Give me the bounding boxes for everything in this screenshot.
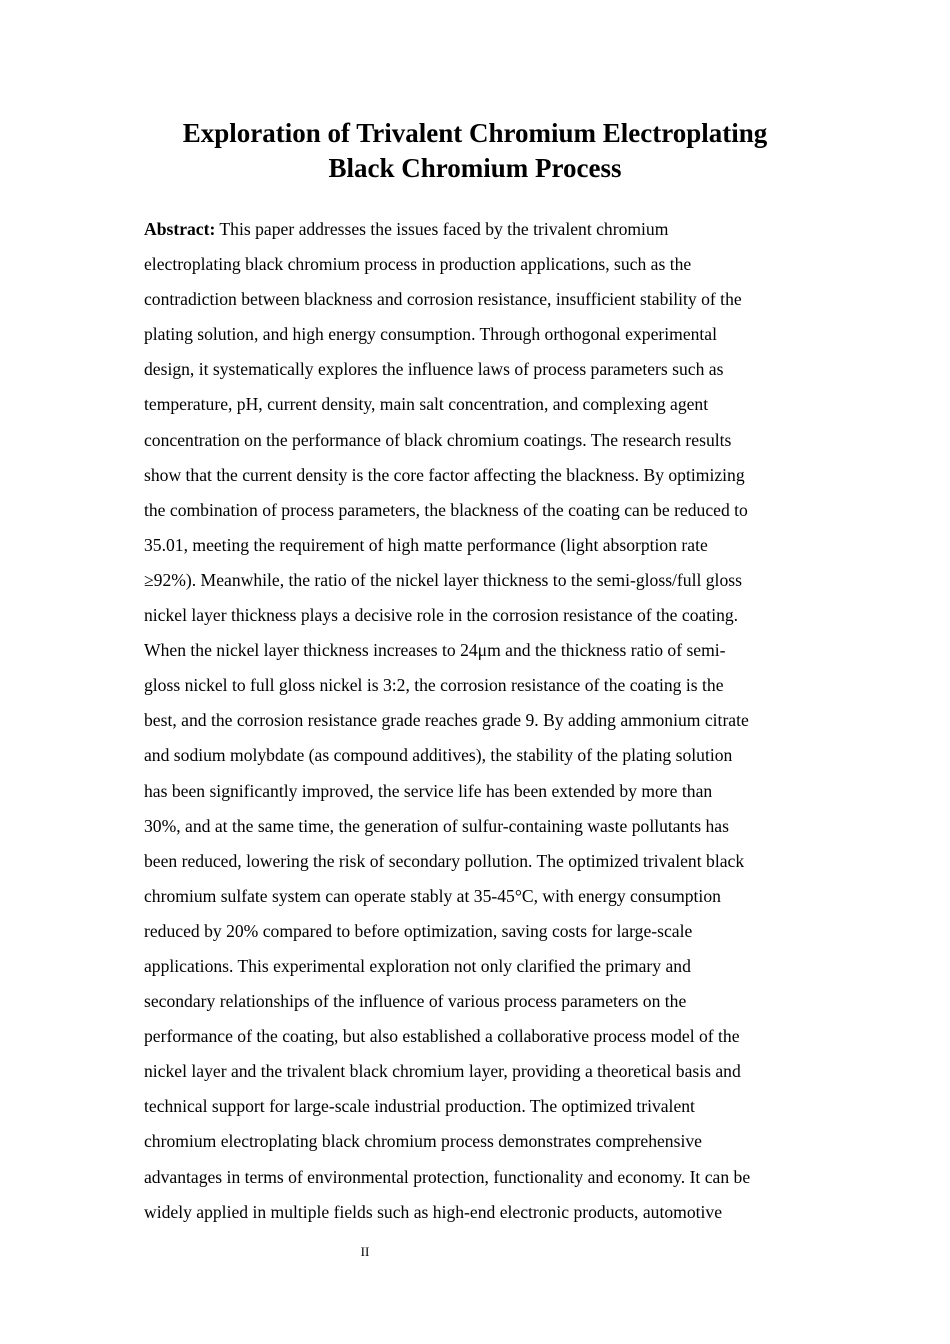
abstract-line-text: This paper addresses the issues faced by the trivalent chromium	[215, 219, 669, 239]
abstract-line: the combination of process parameters, the blackness of the coating can be reduced to	[144, 499, 748, 520]
abstract-line: electroplating black chromium process in production applications, such as the	[144, 254, 692, 275]
page-number: II	[360, 1244, 370, 1259]
abstract-line: plating solution, and high energy consumption. Through orthogonal experimental	[144, 324, 718, 345]
abstract-line: applications. This experimental exploration not only clarified the primary and	[144, 955, 691, 976]
abstract-label: Abstract:	[144, 219, 216, 239]
abstract-line	[144, 212, 808, 247]
abstract-line: technical support for large-scale industrial production. The optimized trivalent	[144, 1096, 695, 1117]
abstract-line: gloss nickel to full gloss nickel is 3:2, the corrosion resistance of the coating is the	[144, 675, 724, 696]
abstract-line: 35.01, meeting the requirement of high matte performance (light absorption rate	[144, 534, 708, 555]
abstract-line: has been significantly improved, the service life has been extended by more than	[144, 780, 713, 801]
abstract-line: widely applied in multiple fields such as high-end electronic products, automotive	[144, 1201, 723, 1222]
abstract-section	[144, 212, 808, 1230]
abstract-line: best, and the corrosion resistance grade reaches grade 9. By adding ammonium citrate	[144, 710, 749, 731]
paper-title-line-2: Black Chromium Process	[328, 153, 622, 183]
paper-title	[130, 116, 820, 186]
abstract-line: secondary relationships of the influence of various process parameters on the	[144, 991, 687, 1012]
abstract-line: When the nickel layer thickness increases to 24μm and the thickness ratio of semi-	[144, 640, 726, 661]
abstract-line: been reduced, lowering the risk of secondary pollution. The optimized trivalent black	[144, 850, 745, 871]
abstract-line: ≥92%). Meanwhile, the ratio of the nickel layer thickness to the semi-gloss/full gloss	[144, 569, 742, 590]
abstract-line: performance of the coating, but also established a collaborative process model of the	[144, 1026, 740, 1047]
abstract-line: and sodium molybdate (as compound additives), the stability of the plating solution	[144, 745, 733, 766]
abstract-line: advantages in terms of environmental protection, functionality and economy. It can be	[144, 1166, 751, 1187]
abstract-line: concentration on the performance of black chromium coatings. The research results	[144, 429, 732, 450]
abstract-line: nickel layer thickness plays a decisive role in the corrosion resistance of the coating.	[144, 605, 739, 626]
abstract-line: contradiction between blackness and corrosion resistance, insufficient stability of the	[144, 289, 742, 310]
abstract-line: chromium electroplating black chromium process demonstrates comprehensive	[144, 1131, 702, 1152]
abstract-line: temperature, pH, current density, main salt concentration, and complexing agent	[144, 394, 709, 415]
abstract-line: design, it systematically explores the influence laws of process parameters such as	[144, 359, 724, 380]
abstract-line: show that the current density is the core factor affecting the blackness. By optimizing	[144, 464, 745, 485]
paper-title-line-1: Exploration of Trivalent Chromium Electroplating	[182, 118, 768, 148]
abstract-line: 30%, and at the same time, the generation of sulfur-containing waste pollutants has	[144, 815, 729, 836]
abstract-line: nickel layer and the trivalent black chromium layer, providing a theoretical basis and	[144, 1061, 741, 1082]
abstract-line: chromium sulfate system can operate stably at 35-45°C, with energy consumption	[144, 885, 721, 906]
abstract-line: reduced by 20% compared to before optimization, saving costs for large-scale	[144, 920, 693, 941]
